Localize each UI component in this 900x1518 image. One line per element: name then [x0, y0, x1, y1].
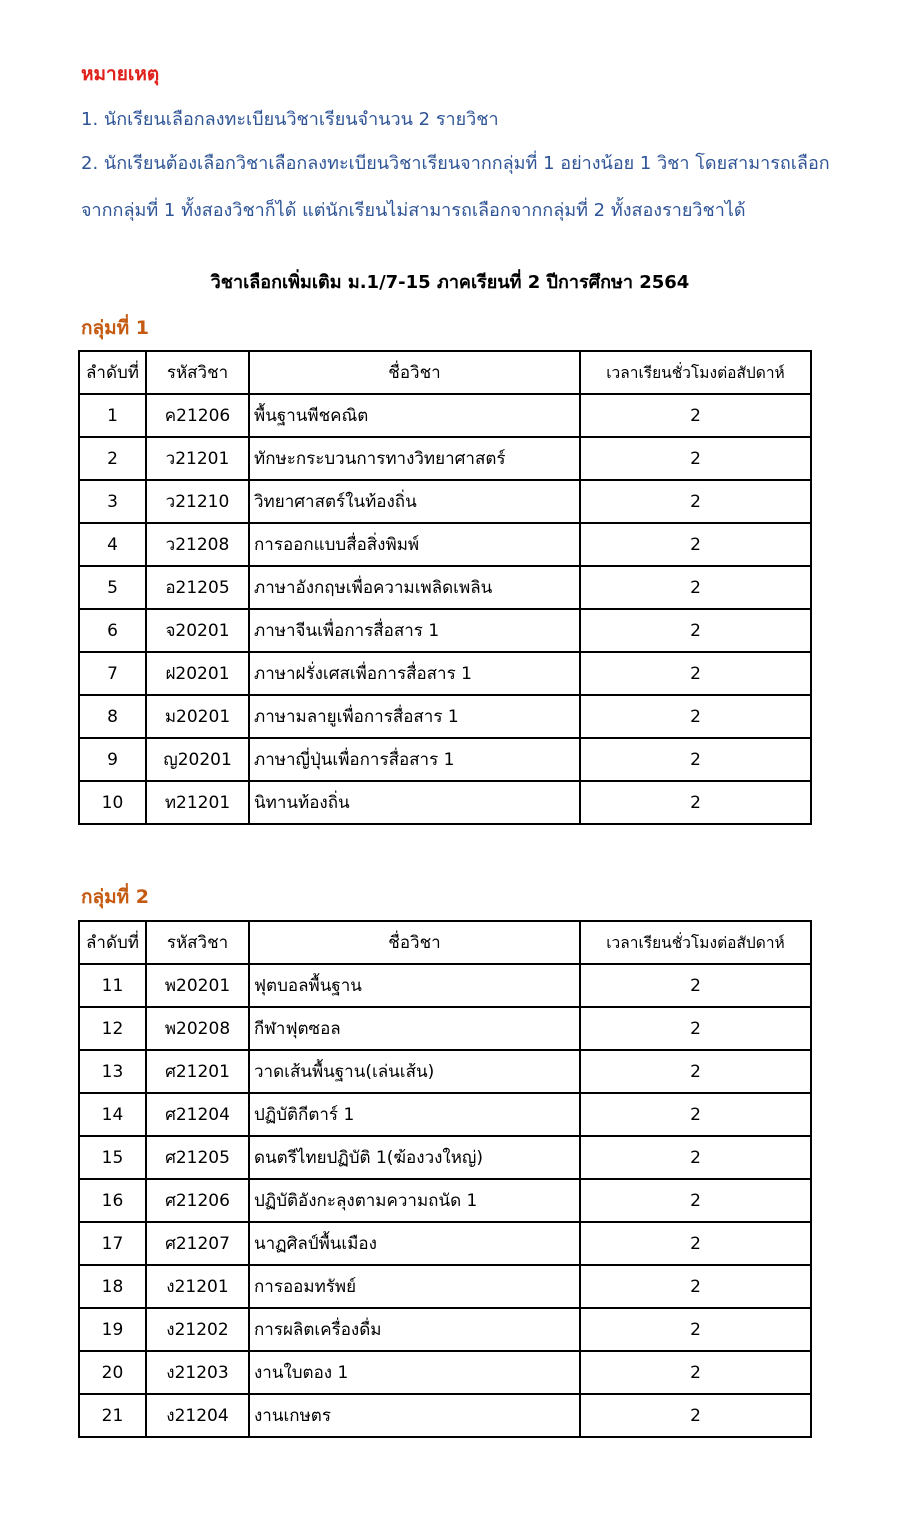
- row-no: 13: [79, 1050, 146, 1093]
- row-name: นิทานท้องถิ่น: [249, 781, 580, 824]
- row-code: ง21201: [146, 1265, 249, 1308]
- table-row: [79, 781, 811, 824]
- table-row: [79, 566, 811, 609]
- row-name: ปฏิบัติกีตาร์ 1: [249, 1093, 580, 1136]
- header-code: รหัสวิชา: [146, 351, 249, 394]
- table-row: [79, 1308, 811, 1351]
- group-2-rows: [79, 964, 811, 1437]
- header-no: ลำดับที่: [79, 921, 146, 964]
- table-row: [79, 609, 811, 652]
- row-name: วาดเส้นพื้นฐาน(เล่นเส้น): [249, 1050, 580, 1093]
- row-name: งานใบตอง 1: [249, 1351, 580, 1394]
- row-no: 19: [79, 1308, 146, 1351]
- header-code: รหัสวิชา: [146, 921, 249, 964]
- row-code: ว21210: [146, 480, 249, 523]
- row-hours: 2: [580, 1093, 811, 1136]
- row-code: ศ21206: [146, 1179, 249, 1222]
- row-no: 7: [79, 652, 146, 695]
- table-header-row: [79, 921, 811, 964]
- row-code: จ20201: [146, 609, 249, 652]
- group-1-table: [78, 350, 812, 825]
- table-row: [79, 1222, 811, 1265]
- row-hours: 2: [580, 1136, 811, 1179]
- group-1-heading: กลุ่มที่ 1: [81, 317, 150, 339]
- row-hours: 2: [580, 1265, 811, 1308]
- row-hours: 2: [580, 523, 811, 566]
- row-no: 9: [79, 738, 146, 781]
- note-line-2: 2. นักเรียนต้องเลือกวิชาเลือกลงทะเบียนวิชาเรียนจากกลุ่มที่ 1 อย่างน้อย 1 วิชา โดยสามารถเลือก: [81, 153, 830, 174]
- row-no: 1: [79, 394, 146, 437]
- row-name: การออมทรัพย์: [249, 1265, 580, 1308]
- row-name: ภาษาฝรั่งเศสเพื่อการสื่อสาร 1: [249, 652, 580, 695]
- header-no: ลำดับที่: [79, 351, 146, 394]
- table-row: [79, 1394, 811, 1437]
- row-hours: 2: [580, 1050, 811, 1093]
- row-name: ปฏิบัติอังกะลุงตามความถนัด 1: [249, 1179, 580, 1222]
- row-name: กีฬาฟุตซอล: [249, 1007, 580, 1050]
- table-row: [79, 1050, 811, 1093]
- row-hours: 2: [580, 781, 811, 824]
- row-code: ท21201: [146, 781, 249, 824]
- row-hours: 2: [580, 1179, 811, 1222]
- table-row: [79, 1265, 811, 1308]
- row-code: ศ21201: [146, 1050, 249, 1093]
- table-row: [79, 1007, 811, 1050]
- row-no: 5: [79, 566, 146, 609]
- row-name: ภาษาจีนเพื่อการสื่อสาร 1: [249, 609, 580, 652]
- table-row: [79, 1093, 811, 1136]
- row-name: พื้นฐานพีชคณิต: [249, 394, 580, 437]
- table-row: [79, 523, 811, 566]
- row-no: 2: [79, 437, 146, 480]
- group-2-heading: กลุ่มที่ 2: [81, 886, 150, 908]
- row-name: ภาษามลายูเพื่อการสื่อสาร 1: [249, 695, 580, 738]
- row-no: 3: [79, 480, 146, 523]
- group-2-table: [78, 920, 812, 1438]
- row-no: 16: [79, 1179, 146, 1222]
- row-hours: 2: [580, 566, 811, 609]
- row-code: ม20201: [146, 695, 249, 738]
- row-no: 8: [79, 695, 146, 738]
- row-name: การออกแบบสื่อสิ่งพิมพ์: [249, 523, 580, 566]
- row-code: ศ21204: [146, 1093, 249, 1136]
- notes-heading: หมายเหตุ: [81, 63, 160, 85]
- table-header-row: [79, 351, 811, 394]
- header-name: ชื่อวิชา: [249, 921, 580, 964]
- row-hours: 2: [580, 1351, 811, 1394]
- row-code: ว21201: [146, 437, 249, 480]
- row-name: ภาษาอังกฤษเพื่อความเพลิดเพลิน: [249, 566, 580, 609]
- row-hours: 2: [580, 964, 811, 1007]
- table-row: [79, 394, 811, 437]
- row-no: 10: [79, 781, 146, 824]
- row-hours: 2: [580, 1222, 811, 1265]
- row-code: ญ20201: [146, 738, 249, 781]
- row-code: ศ21207: [146, 1222, 249, 1265]
- table-row: [79, 437, 811, 480]
- header-hours: เวลาเรียนชั่วโมงต่อสัปดาห์: [580, 351, 811, 394]
- header-name: ชื่อวิชา: [249, 351, 580, 394]
- row-name: ทักษะกระบวนการทางวิทยาศาสตร์: [249, 437, 580, 480]
- table-row: [79, 652, 811, 695]
- row-name: ฟุตบอลพื้นฐาน: [249, 964, 580, 1007]
- row-no: 20: [79, 1351, 146, 1394]
- row-hours: 2: [580, 652, 811, 695]
- row-hours: 2: [580, 738, 811, 781]
- row-hours: 2: [580, 480, 811, 523]
- row-code: ค21206: [146, 394, 249, 437]
- document-title: วิชาเลือกเพิ่มเติม ม.1/7-15 ภาคเรียนที่ 2 ปีการศึกษา 2564: [210, 272, 690, 293]
- row-name: การผลิตเครื่องดื่ม: [249, 1308, 580, 1351]
- row-hours: 2: [580, 437, 811, 480]
- row-code: พ20201: [146, 964, 249, 1007]
- group-1-rows: [79, 394, 811, 824]
- row-code: ง21204: [146, 1394, 249, 1437]
- header-hours: เวลาเรียนชั่วโมงต่อสัปดาห์: [580, 921, 811, 964]
- row-no: 21: [79, 1394, 146, 1437]
- row-no: 15: [79, 1136, 146, 1179]
- row-no: 17: [79, 1222, 146, 1265]
- row-hours: 2: [580, 1007, 811, 1050]
- table-row: [79, 1179, 811, 1222]
- table-row: [79, 695, 811, 738]
- row-no: 4: [79, 523, 146, 566]
- row-hours: 2: [580, 1394, 811, 1437]
- row-code: ง21202: [146, 1308, 249, 1351]
- row-name: ดนตรีไทยปฏิบัติ 1(ฆ้องวงใหญ่): [249, 1136, 580, 1179]
- row-hours: 2: [580, 695, 811, 738]
- row-name: ภาษาญี่ปุ่นเพื่อการสื่อสาร 1: [249, 738, 580, 781]
- row-hours: 2: [580, 609, 811, 652]
- row-name: วิทยาศาสตร์ในท้องถิ่น: [249, 480, 580, 523]
- note-line-3: จากกลุ่มที่ 1 ทั้งสองวิชาก็ได้ แต่นักเรียนไม่สามารถเลือกจากกลุ่มที่ 2 ทั้งสองรายวิชาได้: [81, 200, 746, 221]
- row-no: 12: [79, 1007, 146, 1050]
- note-line-1: 1. นักเรียนเลือกลงทะเบียนวิชาเรียนจำนวน 2 รายวิชา: [81, 109, 499, 130]
- row-code: พ20208: [146, 1007, 249, 1050]
- row-hours: 2: [580, 1308, 811, 1351]
- row-no: 6: [79, 609, 146, 652]
- table-row: [79, 964, 811, 1007]
- row-code: อ21205: [146, 566, 249, 609]
- row-hours: 2: [580, 394, 811, 437]
- table-row: [79, 1351, 811, 1394]
- row-code: ง21203: [146, 1351, 249, 1394]
- row-no: 14: [79, 1093, 146, 1136]
- row-no: 18: [79, 1265, 146, 1308]
- table-row: [79, 480, 811, 523]
- table-row: [79, 1136, 811, 1179]
- row-no: 11: [79, 964, 146, 1007]
- row-code: ฝ20201: [146, 652, 249, 695]
- row-name: งานเกษตร: [249, 1394, 580, 1437]
- row-code: ศ21205: [146, 1136, 249, 1179]
- table-row: [79, 738, 811, 781]
- row-name: นาฏศิลป์พื้นเมือง: [249, 1222, 580, 1265]
- row-code: ว21208: [146, 523, 249, 566]
